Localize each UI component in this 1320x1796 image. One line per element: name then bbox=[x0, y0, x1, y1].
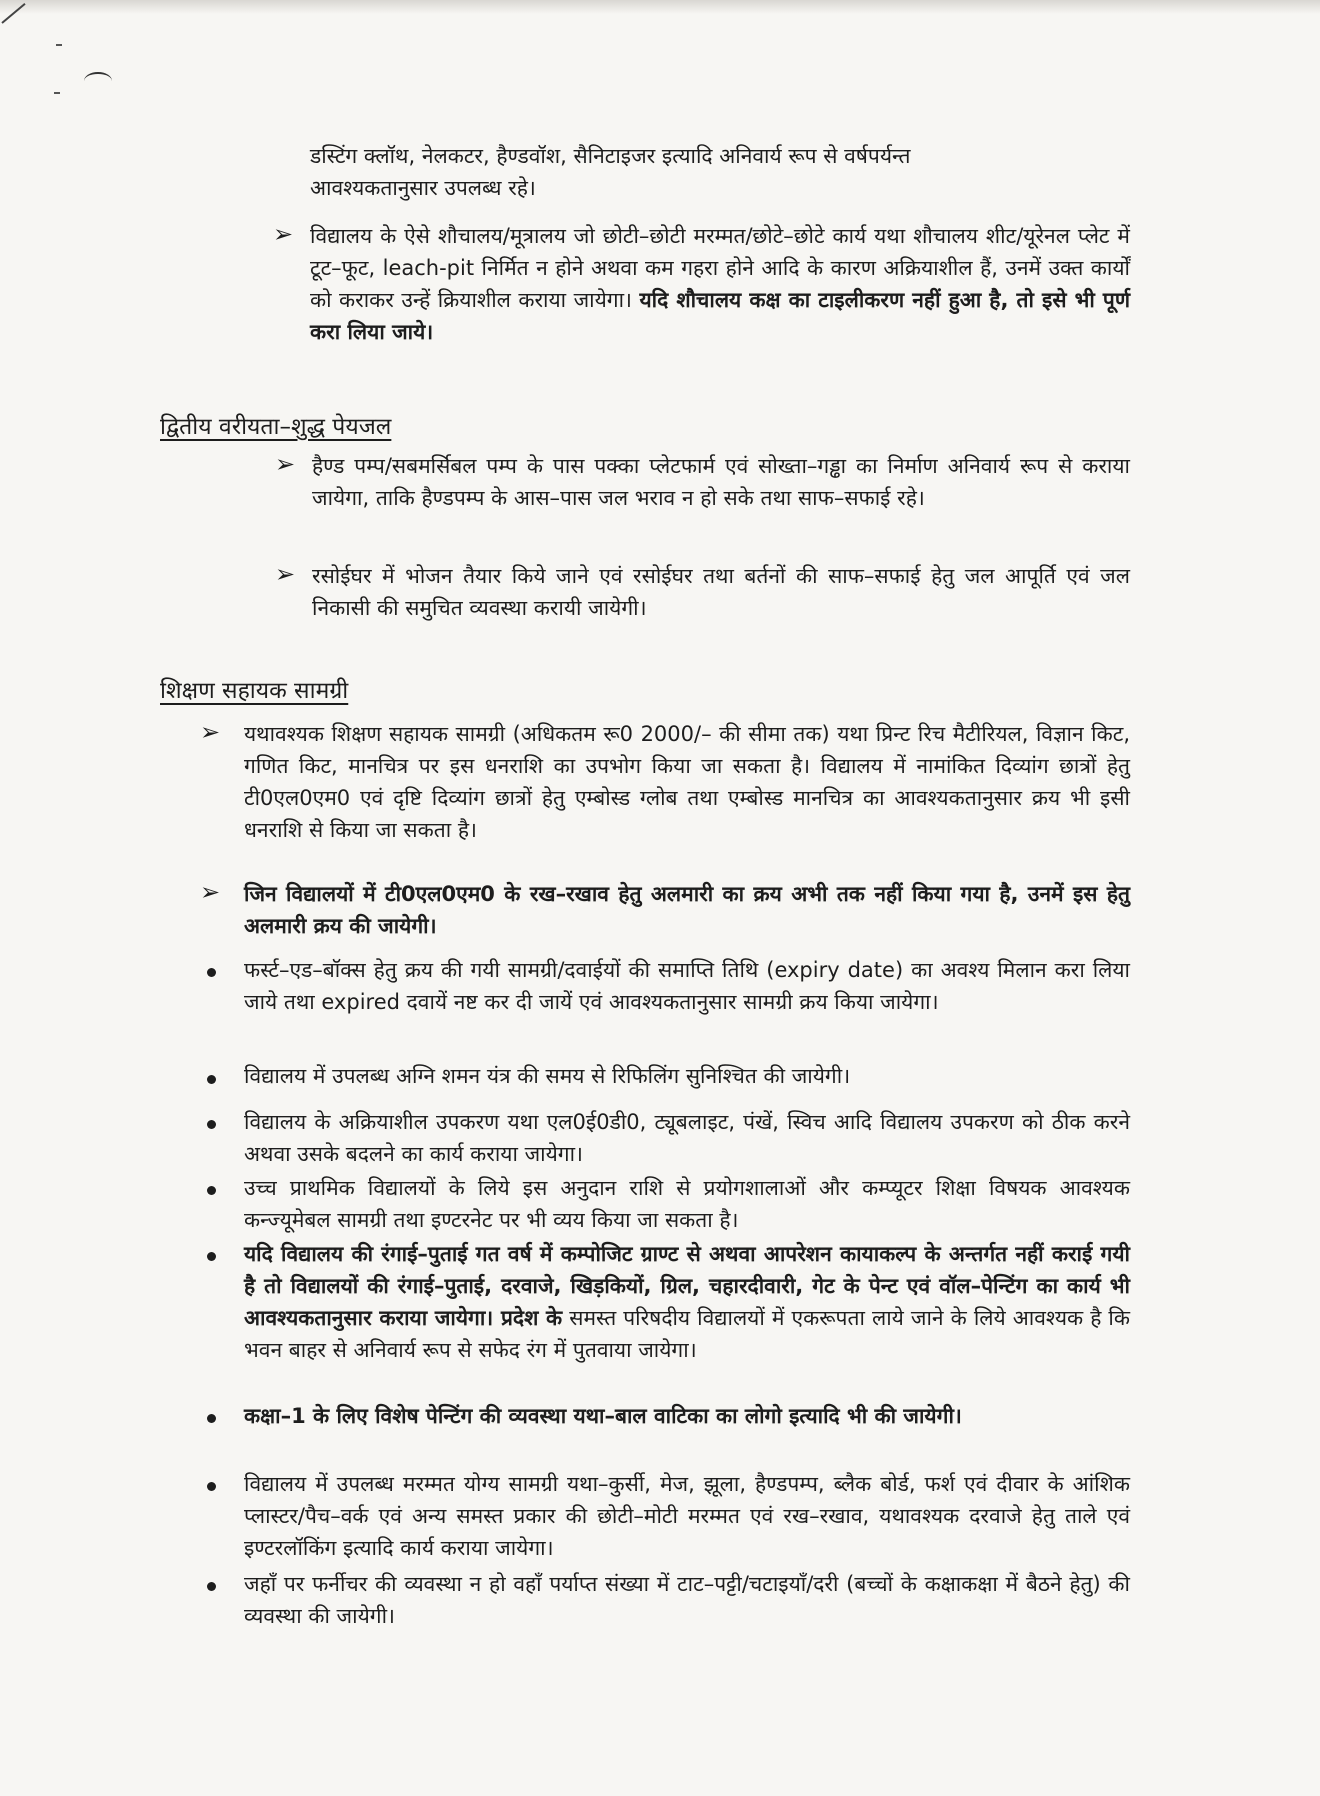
bullet-dot-icon bbox=[207, 1414, 216, 1423]
arrow-bullet-icon: ➢ bbox=[200, 718, 221, 746]
scan-speck bbox=[56, 44, 62, 46]
toilet-item-text: विद्यालय के ऐसे शौचालय/मूत्रालय जो छोटी–छोटी मरम्मत/छोटे–छोटे कार्य यथा शौचालय शीट/यूरेनल प्लेट में टूट–फूट, leach-pit निर्मित न होने अथवा कम गहरा होने आदि के कारण अक्रियाशील हैं, उनमें उक्त कार्यों को कराकर उन्हें क्रियाशील कराया जायेगा। bbox=[310, 224, 1130, 312]
teaching-aids-item-7 bbox=[244, 1238, 1130, 1366]
toilet-item-bold-text: यदि शौचालय कक्ष का टाइलीकरण नहीं हुआ है, तो इसे भी पूर्ण करा लिया जाये। bbox=[310, 288, 1131, 344]
toilet-item-paragraph bbox=[310, 220, 1130, 348]
bullet-dot-icon bbox=[207, 1075, 216, 1084]
arrow-bullet-icon: ➢ bbox=[275, 560, 296, 588]
arrow-bullet-icon: ➢ bbox=[275, 450, 296, 478]
scan-speck bbox=[54, 92, 60, 94]
teaching-aids-item-2: जिन विद्यालयों में टी0एल0एम0 के रख–रखाव हेतु अलमारी का क्रय अभी तक नहीं किया गया है, उनमें इस हेतु अलमारी क्रय की जायेगी। bbox=[244, 882, 1130, 938]
teaching-aids-item-1: यथावश्यक शिक्षण सहायक सामग्री (अधिकतम रू0 2000/– की सीमा तक) यथा प्रिन्ट रिच मैटीरियल, विज्ञान किट, गणित किट, मानचित्र पर इस धनराशि का उपभोग किया जा सकता है। विद्यालय में नामांकित दिव्यांग छात्रों हेतु टी0एल0एम0 एवं दृष्टि दिव्यांग छात्रों हेतु एम्बोस्ड ग्लोब तथा एम्बोस्ड मानचित्र का आवश्यकतानुसार क्रय भी इसी धनराशि से किया जा सकता है। bbox=[244, 722, 1130, 842]
section-heading-drinking-water: द्वितीय वरीयता–शुद्ध पेयजल bbox=[160, 414, 392, 440]
section-heading-teaching-aids: शिक्षण सहायक सामग्री bbox=[160, 678, 349, 704]
teaching-aids-item-9: विद्यालय में उपलब्ध मरम्मत योग्य सामग्री यथा–कुर्सी, मेज, झूला, हैण्डपम्प, ब्लैक बोर्ड, फर्श एवं दीवार के आंशिक प्लास्टर/पैच–वर्क एवं अन्य समस्त प्रकार की छोटी–मोटी मरम्मत एवं रख–रखाव, यथावश्यक दरवाजे हेतु ताले एवं इण्टरलॉकिंग इत्यादि कार्य कराया जायेगा। bbox=[244, 1472, 1130, 1560]
drinking-water-item-1: हैण्ड पम्प/सबमर्सिबल पम्प के पास पक्का प्लेटफार्म एवं सोख्ता–गड्ढा का निर्माण अनिवार्य रूप से कराया जायेगा, ताकि हैण्डपम्प के आस–पास जल भराव न हो सके तथा साफ–सफाई रहे। bbox=[312, 454, 1130, 510]
continuation-line-2: आवश्यकतानुसार उपलब्ध रहे। bbox=[310, 176, 536, 200]
arrow-bullet-icon: ➢ bbox=[200, 878, 221, 906]
bullet-dot-icon bbox=[207, 968, 216, 977]
teaching-aids-item-10: जहाँ पर फर्नीचर की व्यवस्था न हो वहाँ पर्याप्त संख्या में टाट–पट्टी/चटाइयाँ/दरी (बच्चों के कक्षाकक्षा में बैठने हेतु) की व्यवस्था की जायेगी। bbox=[244, 1572, 1130, 1628]
pen-mark bbox=[84, 72, 112, 90]
teaching-aids-item-8: कक्षा–1 के लिए विशेष पेन्टिंग की व्यवस्था यथा–बाल वाटिका का लोगो इत्यादि भी की जायेगी। bbox=[244, 1404, 962, 1428]
bullet-dot-icon bbox=[207, 1120, 216, 1129]
arrow-bullet-icon: ➢ bbox=[273, 220, 294, 248]
continuation-line-1: डस्टिंग क्लॉथ, नेलकटर, हैण्डवॉश, सैनिटाइजर इत्यादि अनिवार्य रूप से वर्षपर्यन्त bbox=[310, 144, 911, 168]
teaching-aids-item-7-text: समस्त परिषदीय विद्यालयों में एकरूपता लाये जाने के लिये आवश्यक है कि भवन बाहर से अनिवार्य रूप से सफेद रंग में पुतवाया जायेगा। bbox=[244, 1306, 1130, 1362]
teaching-aids-item-4: विद्यालय में उपलब्ध अग्नि शमन यंत्र की समय से रिफिलिंग सुनिश्चित की जायेगी। bbox=[244, 1064, 851, 1088]
teaching-aids-item-5: विद्यालय के अक्रियाशील उपकरण यथा एल0ई0डी0, ट्यूबलाइट, पंखें, स्विच आदि विद्यालय उपकरण को ठीक करने अथवा उसके बदलने का कार्य कराया जायेगा। bbox=[244, 1110, 1130, 1166]
bullet-dot-icon bbox=[207, 1582, 216, 1591]
bullet-dot-icon bbox=[207, 1482, 216, 1491]
teaching-aids-item-6: उच्च प्राथमिक विद्यालयों के लिये इस अनुदान राशि से प्रयोगशालाओं और कम्प्यूटर शिक्षा विषयक आवश्यक कन्ज्यूमेबल सामग्री तथा इण्टरनेट पर भी व्यय किया जा सकता है। bbox=[244, 1176, 1130, 1232]
bullet-dot-icon bbox=[207, 1252, 216, 1261]
teaching-aids-item-7-bold: यदि विद्यालय की रंगाई–पुताई गत वर्ष में कम्पोजिट ग्राण्ट से अथवा आपरेशन कायाकल्प के अन्तर्गत नहीं कराई गयी है तो विद्यालयों की रंगाई–पुताई, दरवाजे, खिड़कियों, ग्रिल, चहारदीवारी, गेट के पेन्ट एवं वॉल–पेन्टिंग का कार्य भी आवश्यकतानुसार कराया जायेगा। प्रदेश के bbox=[244, 1242, 1130, 1330]
drinking-water-item-2: रसोईघर में भोजन तैयार किये जाने एवं रसोईघर तथा बर्तनों की साफ–सफाई हेतु जल आपूर्ति एवं जल निकासी की समुचित व्यवस्था करायी जायेगी। bbox=[312, 564, 1130, 620]
scan-shadow bbox=[0, 0, 1320, 14]
bullet-dot-icon bbox=[207, 1186, 216, 1195]
teaching-aids-item-3: फर्स्ट–एड–बॉक्स हेतु क्रय की गयी सामग्री/दवाईयों की समाप्ति तिथि (expiry date) का अवश्य मिलान करा लिया जाये तथा expired दवायें नष्ट कर दी जायें एवं आवश्यकतानुसार सामग्री क्रय किया जायेगा। bbox=[244, 958, 1130, 1014]
